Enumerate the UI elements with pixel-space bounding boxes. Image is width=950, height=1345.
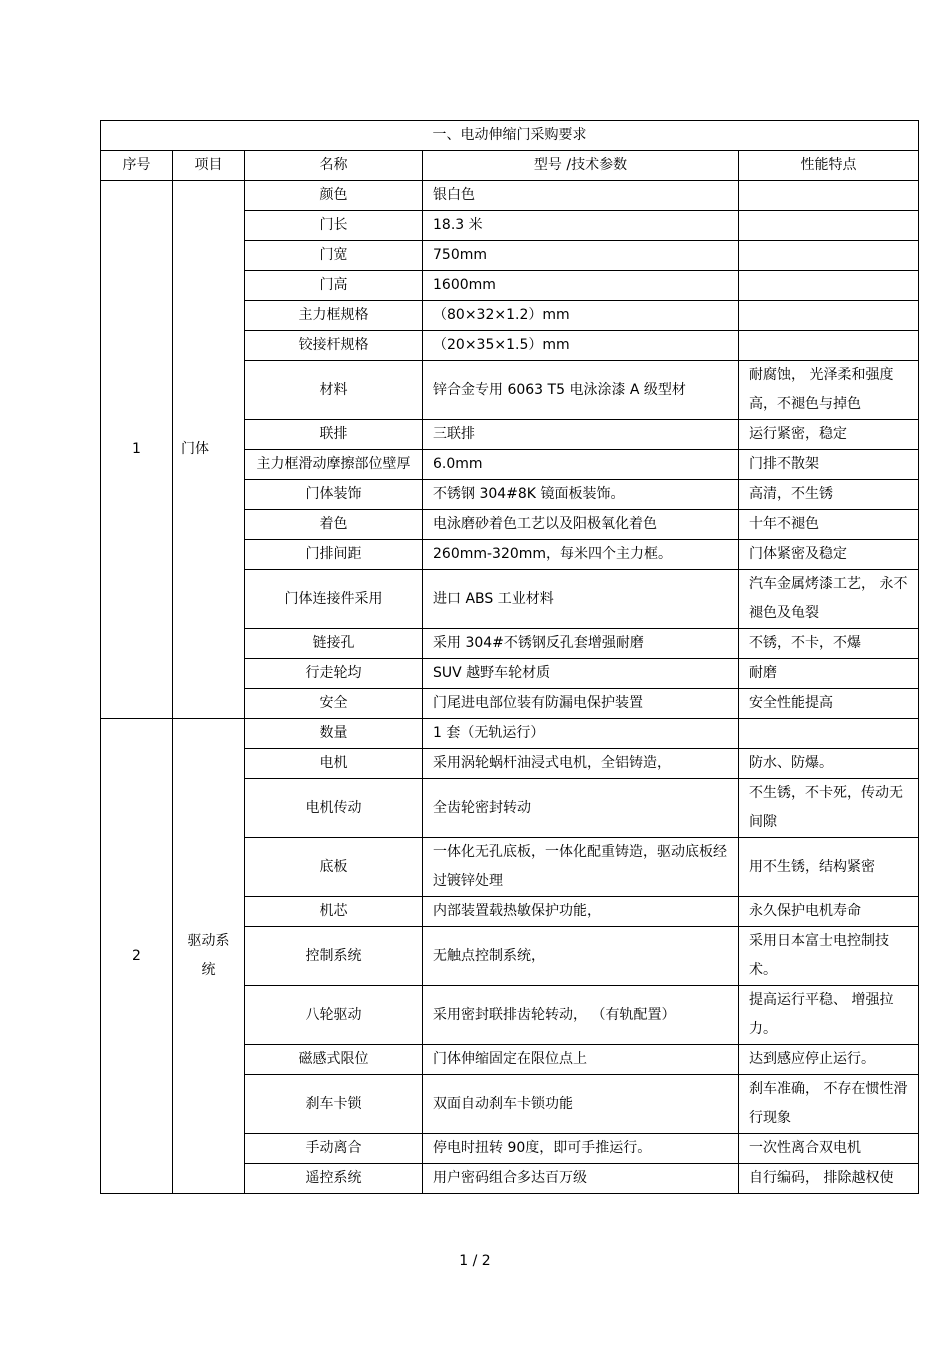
header-spec: 型号 /技术参数 [423, 151, 739, 181]
cell-feature: 不锈，不卡，不爆 [739, 629, 919, 659]
cell-feature: 一次性离合双电机 [739, 1134, 919, 1164]
procurement-table [100, 120, 919, 1194]
cell-spec: 银白色 [423, 181, 739, 211]
cell-feature [739, 181, 919, 211]
cell-spec: 1600mm [423, 271, 739, 301]
group-item: 门体 [173, 181, 245, 719]
cell-spec: 采用密封联排齿轮转动， （有轨配置） [423, 986, 739, 1045]
cell-name: 主力框规格 [245, 301, 423, 331]
cell-feature: 运行紧密，稳定 [739, 420, 919, 450]
cell-feature: 门排不散架 [739, 450, 919, 480]
cell-spec: 三联排 [423, 420, 739, 450]
cell-name: 磁感式限位 [245, 1045, 423, 1075]
cell-spec: 无触点控制系统， [423, 927, 739, 986]
cell-spec: （80×32×1.2）mm [423, 301, 739, 331]
cell-spec: 采用涡轮蜗杆油浸式电机，全铝铸造， [423, 749, 739, 779]
cell-spec: 采用 304#不锈钢反孔套增强耐磨 [423, 629, 739, 659]
group-item: 驱动系统 [173, 719, 245, 1194]
cell-name: 联排 [245, 420, 423, 450]
cell-spec: 用户密码组合多达百万级 [423, 1164, 739, 1194]
table-row [101, 719, 919, 749]
cell-feature: 永久保护电机寿命 [739, 897, 919, 927]
cell-spec: 一体化无孔底板，一体化配重铸造，驱动底板经过镀锌处理 [423, 838, 739, 897]
cell-feature: 高清，不生锈 [739, 480, 919, 510]
group-seq: 1 [101, 181, 173, 719]
cell-feature: 防水、防爆。 [739, 749, 919, 779]
cell-name: 机芯 [245, 897, 423, 927]
cell-name: 底板 [245, 838, 423, 897]
cell-spec: 260mm-320mm，每米四个主力框。 [423, 540, 739, 570]
cell-name: 门宽 [245, 241, 423, 271]
cell-spec: 门尾进电部位装有防漏电保护装置 [423, 689, 739, 719]
cell-spec: SUV 越野车轮材质 [423, 659, 739, 689]
cell-feature [739, 241, 919, 271]
cell-spec: 进口 ABS 工业材料 [423, 570, 739, 629]
header-feature: 性能特点 [739, 151, 919, 181]
cell-feature: 采用日本富士电控制技术。 [739, 927, 919, 986]
cell-feature: 十年不褪色 [739, 510, 919, 540]
cell-feature [739, 211, 919, 241]
header-seq: 序号 [101, 151, 173, 181]
table-title: 一、电动伸缩门采购要求 [101, 121, 919, 151]
cell-name: 八轮驱动 [245, 986, 423, 1045]
cell-spec: 750mm [423, 241, 739, 271]
cell-name: 安全 [245, 689, 423, 719]
cell-feature: 刹车准确， 不存在惯性滑行现象 [739, 1075, 919, 1134]
cell-name: 门体连接件采用 [245, 570, 423, 629]
cell-name: 铰接杆规格 [245, 331, 423, 361]
cell-name: 刹车卡锁 [245, 1075, 423, 1134]
cell-spec: 内部装置载热敏保护功能， [423, 897, 739, 927]
cell-spec: 停电时扭转 90度，即可手推运行。 [423, 1134, 739, 1164]
table-body [101, 181, 919, 1194]
cell-feature: 自行编码， 排除越权使 [739, 1164, 919, 1194]
cell-feature: 提高运行平稳、 增强拉力。 [739, 986, 919, 1045]
cell-name: 门长 [245, 211, 423, 241]
cell-feature [739, 719, 919, 749]
cell-name: 手动离合 [245, 1134, 423, 1164]
cell-feature: 门体紧密及稳定 [739, 540, 919, 570]
header-item: 项目 [173, 151, 245, 181]
cell-spec: 1 套（无轨运行） [423, 719, 739, 749]
cell-feature: 耐腐蚀， 光泽柔和强度高，不褪色与掉色 [739, 361, 919, 420]
cell-name: 控制系统 [245, 927, 423, 986]
cell-spec: 不锈钢 304#8K 镜面板装饰。 [423, 480, 739, 510]
cell-feature: 不生锈，不卡死，传动无间隙 [739, 779, 919, 838]
cell-spec: 门体伸缩固定在限位点上 [423, 1045, 739, 1075]
cell-spec: 电泳磨砂着色工艺以及阳极氧化着色 [423, 510, 739, 540]
cell-spec: （20×35×1.5）mm [423, 331, 739, 361]
cell-feature: 耐磨 [739, 659, 919, 689]
cell-name: 电机 [245, 749, 423, 779]
cell-name: 门排间距 [245, 540, 423, 570]
cell-name: 门体装饰 [245, 480, 423, 510]
cell-feature: 达到感应停止运行。 [739, 1045, 919, 1075]
group-seq: 2 [101, 719, 173, 1194]
header-row [101, 151, 919, 181]
header-name: 名称 [245, 151, 423, 181]
cell-name: 主力框滑动摩擦部位壁厚 [245, 450, 423, 480]
table-row [101, 181, 919, 211]
cell-name: 电机传动 [245, 779, 423, 838]
cell-name: 材料 [245, 361, 423, 420]
cell-name: 遥控系统 [245, 1164, 423, 1194]
cell-feature [739, 271, 919, 301]
cell-name: 门高 [245, 271, 423, 301]
cell-feature [739, 301, 919, 331]
cell-spec: 6.0mm [423, 450, 739, 480]
cell-name: 颜色 [245, 181, 423, 211]
cell-name: 着色 [245, 510, 423, 540]
cell-name: 数量 [245, 719, 423, 749]
cell-feature: 用不生锈，结构紧密 [739, 838, 919, 897]
cell-feature [739, 331, 919, 361]
cell-name: 链接孔 [245, 629, 423, 659]
cell-feature: 安全性能提高 [739, 689, 919, 719]
cell-spec: 18.3 米 [423, 211, 739, 241]
table-title-row [101, 121, 919, 151]
cell-spec: 双面自动刹车卡锁功能 [423, 1075, 739, 1134]
page-number: 1 / 2 [459, 1253, 491, 1269]
cell-spec: 全齿轮密封转动 [423, 779, 739, 838]
cell-name: 行走轮均 [245, 659, 423, 689]
cell-feature: 汽车金属烤漆工艺， 永不褪色及龟裂 [739, 570, 919, 629]
cell-spec: 锌合金专用 6063 T5 电泳涂漆 A 级型材 [423, 361, 739, 420]
